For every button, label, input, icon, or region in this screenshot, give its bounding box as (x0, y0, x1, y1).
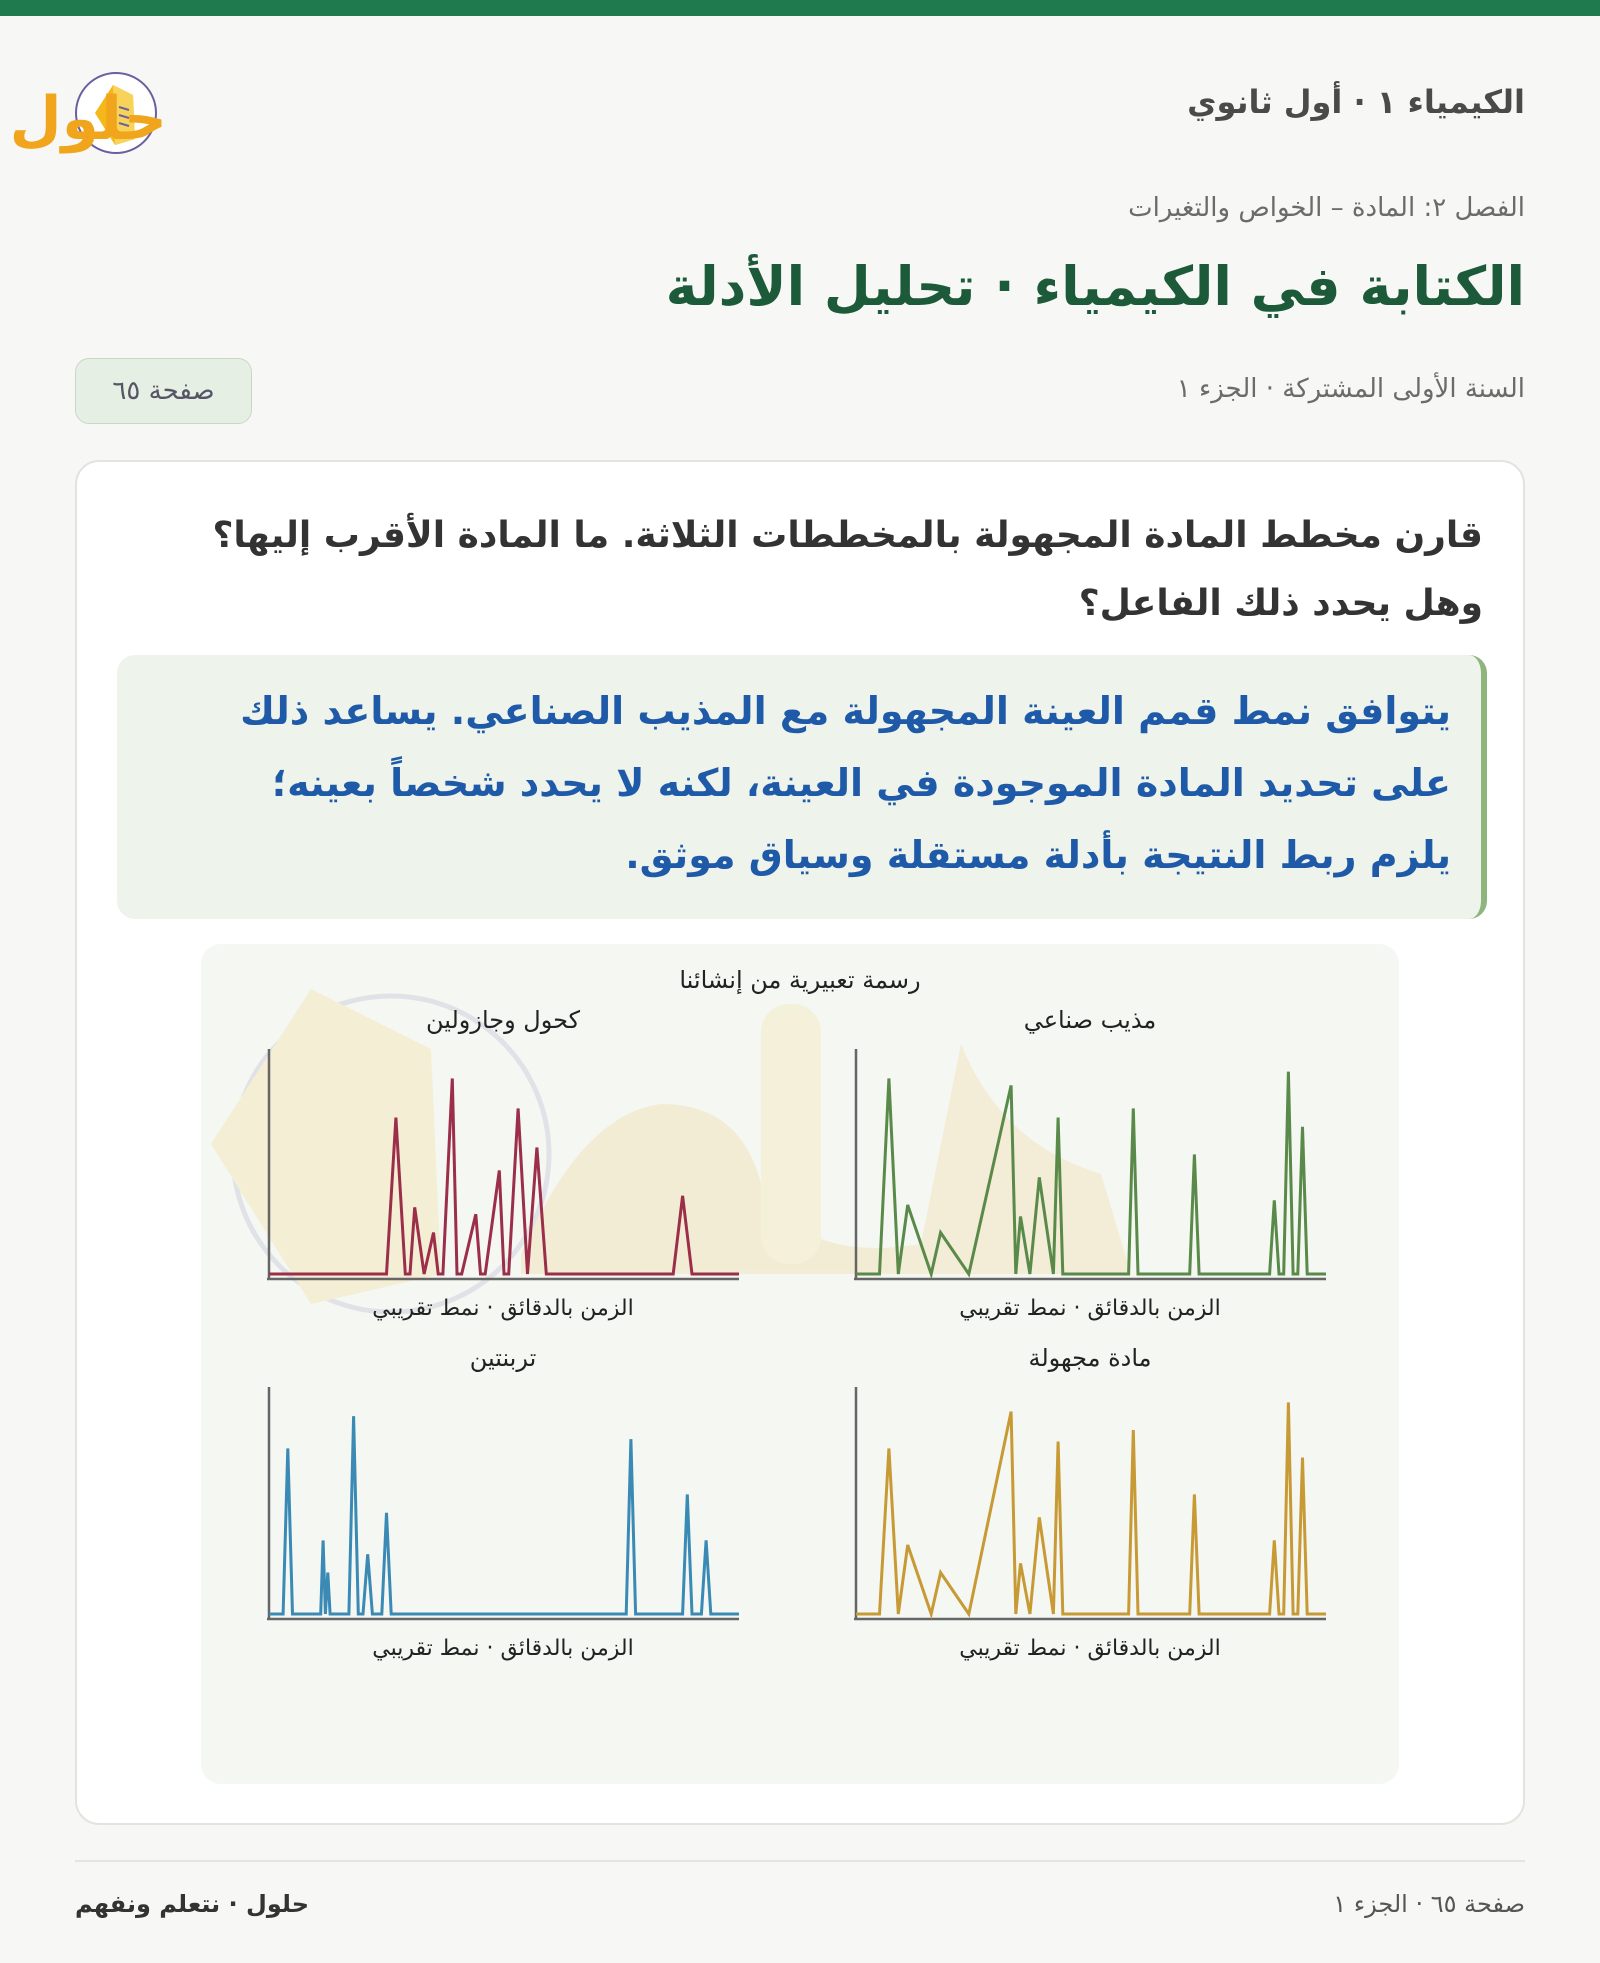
footer-slogan: حلول · نتعلم ونفهم (75, 1890, 309, 1918)
chromatogram-line-unknown (856, 1402, 1326, 1614)
book-title: الكيمياء ١ · أول ثانوي (1187, 83, 1525, 121)
chart-unknown-substance (854, 1344, 1326, 1661)
chart-industrial-solvent (854, 1006, 1326, 1321)
x-label-turpentine: الزمن بالدقائق · نمط تقريبي (372, 1636, 634, 1661)
chromatogram-line-solvent (856, 1072, 1326, 1274)
x-label-alcohol: الزمن بالدقائق · نمط تقريبي (372, 1296, 634, 1321)
chart-title-solvent: مذيب صناعي (1023, 1006, 1157, 1034)
page-header (9, 55, 1525, 165)
meta-line: السنة الأولى المشتركة · الجزء ١ (1176, 374, 1525, 404)
chapter-label: الفصل ٢: المادة – الخواص والتغيرات (1128, 193, 1525, 223)
chart-title-unknown: مادة مجهولة (1028, 1344, 1152, 1372)
logo-wordmark: حلول (9, 84, 167, 154)
footer-divider (75, 1860, 1525, 1862)
answer-line-3: يلزم ربط النتيجة بأدلة مستقلة وسياق موثق. (625, 833, 1451, 877)
content-card (75, 460, 1525, 1825)
x-label-solvent: الزمن بالدقائق · نمط تقريبي (959, 1296, 1221, 1321)
footer-page-info: صفحة ٦٥ · الجزء ١ (1333, 1890, 1525, 1918)
chart-title-turpentine: تربنتين (469, 1344, 537, 1372)
chromatogram-figure (201, 944, 1399, 1784)
chromatogram-line-alcohol (269, 1079, 739, 1275)
hulul-logo[interactable] (9, 55, 335, 165)
question-text (113, 502, 1483, 638)
figure-caption: رسمة تعبيرية من إنشائنا (679, 966, 921, 994)
lesson-title: الكتابة في الكيمياء · تحليل الأدلة (665, 255, 1525, 318)
page-badge: صفحة ٦٥ (75, 358, 252, 424)
answer-line-1: يتوافق نمط قمم العينة المجهولة مع المذيب الصناعي. يساعد ذلك (240, 689, 1451, 733)
chromatogram-line-turpentine (269, 1416, 739, 1614)
chart-alcohol-gasoline (267, 1006, 739, 1321)
charts-svg (201, 944, 1399, 1784)
x-label-unknown: الزمن بالدقائق · نمط تقريبي (959, 1636, 1221, 1661)
chart-title-alcohol: كحول وجازولين (425, 1006, 581, 1034)
question-line-2: وهل يحدد ذلك الفاعل؟ (1078, 583, 1483, 624)
top-accent-bar (0, 0, 1600, 16)
answer-box (117, 655, 1487, 919)
answer-line-2: على تحديد المادة الموجودة في العينة، لكنه لا يحدد شخصاً بعينه؛ (271, 761, 1451, 805)
chart-turpentine (267, 1344, 739, 1661)
question-line-1: قارن مخطط المادة المجهولة بالمخططات الثلاثة. ما المادة الأقرب إليها؟ (212, 515, 1483, 556)
